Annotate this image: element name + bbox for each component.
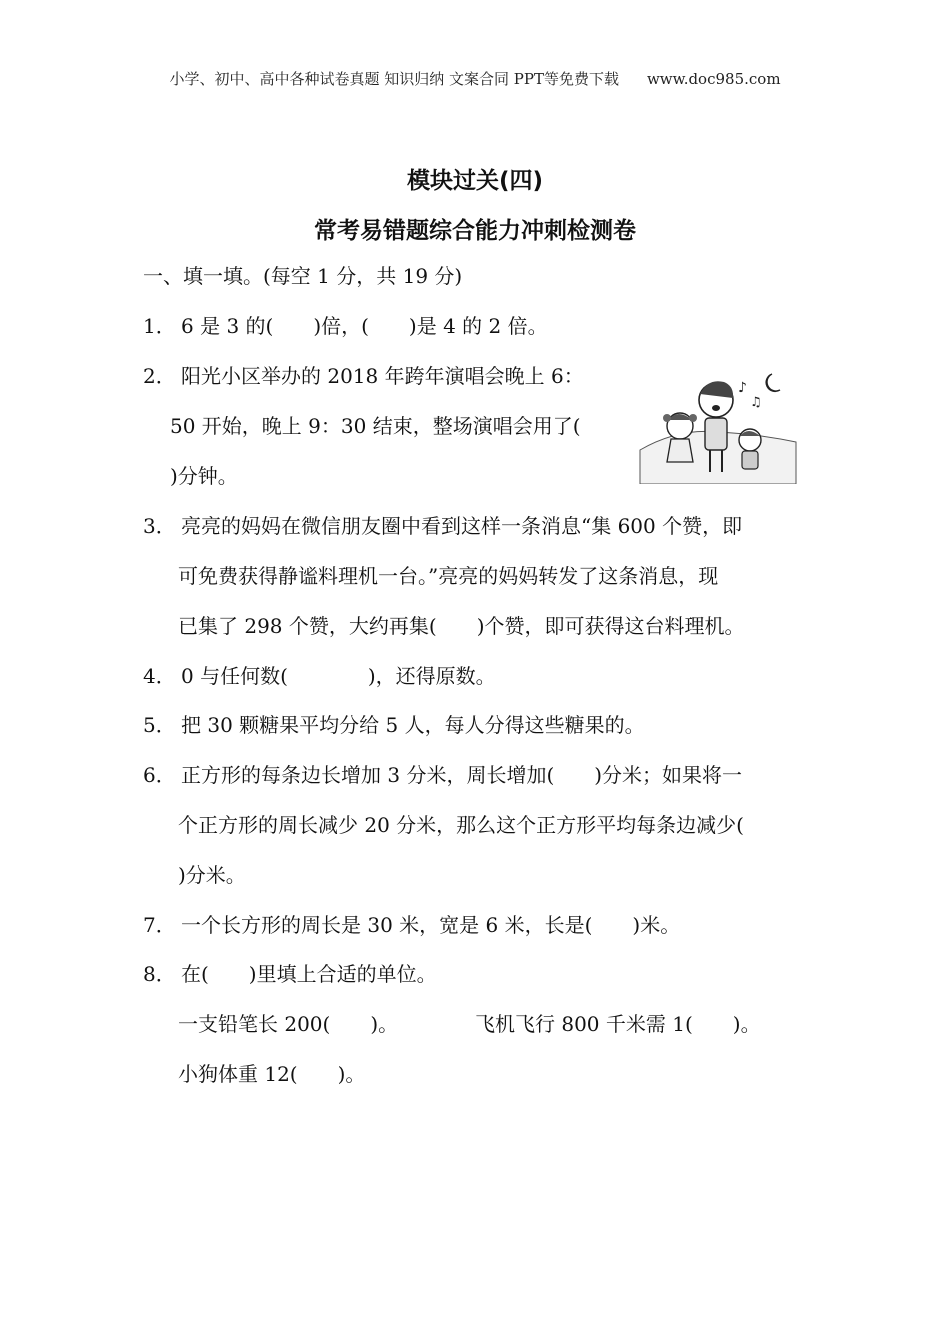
question-text: 阳光小区举办的 2018 年跨年演唱会晚上 6： <box>181 364 584 388</box>
question-2-line-2: 50 开始，晚上 9：30 结束，整场演唱会用了( <box>170 414 581 438</box>
question-number: 6． <box>143 763 176 787</box>
question-number: 3． <box>143 514 176 538</box>
question-text: 把 30 颗糖果平均分给 5 人，每人分得这些糖果的。 <box>181 713 645 737</box>
question-2-line-3: )分钟。 <box>170 464 238 488</box>
svg-text:♪: ♪ <box>738 380 747 396</box>
page-header <box>0 68 950 89</box>
question-6-line-3: )分米。 <box>178 863 246 887</box>
question-8-item-plane: 飞机飞行 800 千米需 1( )。 <box>475 1012 761 1036</box>
question-number: 8． <box>143 962 176 986</box>
question-8-item-pencil: 一支铅笔长 200( )。 <box>178 1012 399 1036</box>
question-5 <box>143 712 645 738</box>
section-heading: 一、填一填。(每空 1 分，共 19 分) <box>143 264 463 288</box>
question-1 <box>143 313 548 339</box>
header-site[interactable]: www.doc985.com <box>646 70 781 88</box>
question-number: 4． <box>143 664 176 688</box>
question-8-item-dog: 小狗体重 12( )。 <box>178 1062 366 1086</box>
question-3-line-3: 已集了 298 个赞，大约再集( )个赞，即可获得这台料理机。 <box>178 614 745 638</box>
question-4 <box>143 663 496 689</box>
question-8 <box>143 961 437 987</box>
question-text: 亮亮的妈妈在微信朋友圈中看到这样一条消息“集 600 个赞，即 <box>181 514 743 538</box>
page-subtitle: 常考易错题综合能力冲刺检测卷 <box>314 218 636 244</box>
question-number: 2． <box>143 364 176 388</box>
question-2 <box>143 363 584 389</box>
question-3 <box>143 513 742 539</box>
header-text: 小学、初中、高中各种试卷真题 知识归纳 文案合同 PPT等免费下载 <box>169 70 619 88</box>
question-7 <box>143 912 680 938</box>
question-number: 7． <box>143 913 176 937</box>
page-title: 模块过关(四) <box>406 168 544 194</box>
question-6-line-2: 个正方形的周长减少 20 分米，那么这个正方形平均每条边减少( <box>178 813 744 837</box>
singing-children-illustration <box>638 368 798 484</box>
question-text: 一个长方形的周长是 30 米，宽是 6 米，长是( )米。 <box>181 913 681 937</box>
svg-text:♫: ♫ <box>750 395 762 410</box>
question-3-line-2: 可免费获得静谧料理机一台。”亮亮的妈妈转发了这条消息，现 <box>178 564 719 588</box>
question-number: 1． <box>143 314 176 338</box>
question-text: 正方形的每条边长增加 3 分米，周长增加( )分米；如果将一 <box>181 763 743 787</box>
question-text: 0 与任何数( )，还得原数。 <box>181 664 496 688</box>
question-6 <box>143 762 742 788</box>
question-text: 6 是 3 的( )倍，( )是 4 的 2 倍。 <box>181 314 548 338</box>
question-text: 在( )里填上合适的单位。 <box>181 962 437 986</box>
question-number: 5． <box>143 713 176 737</box>
